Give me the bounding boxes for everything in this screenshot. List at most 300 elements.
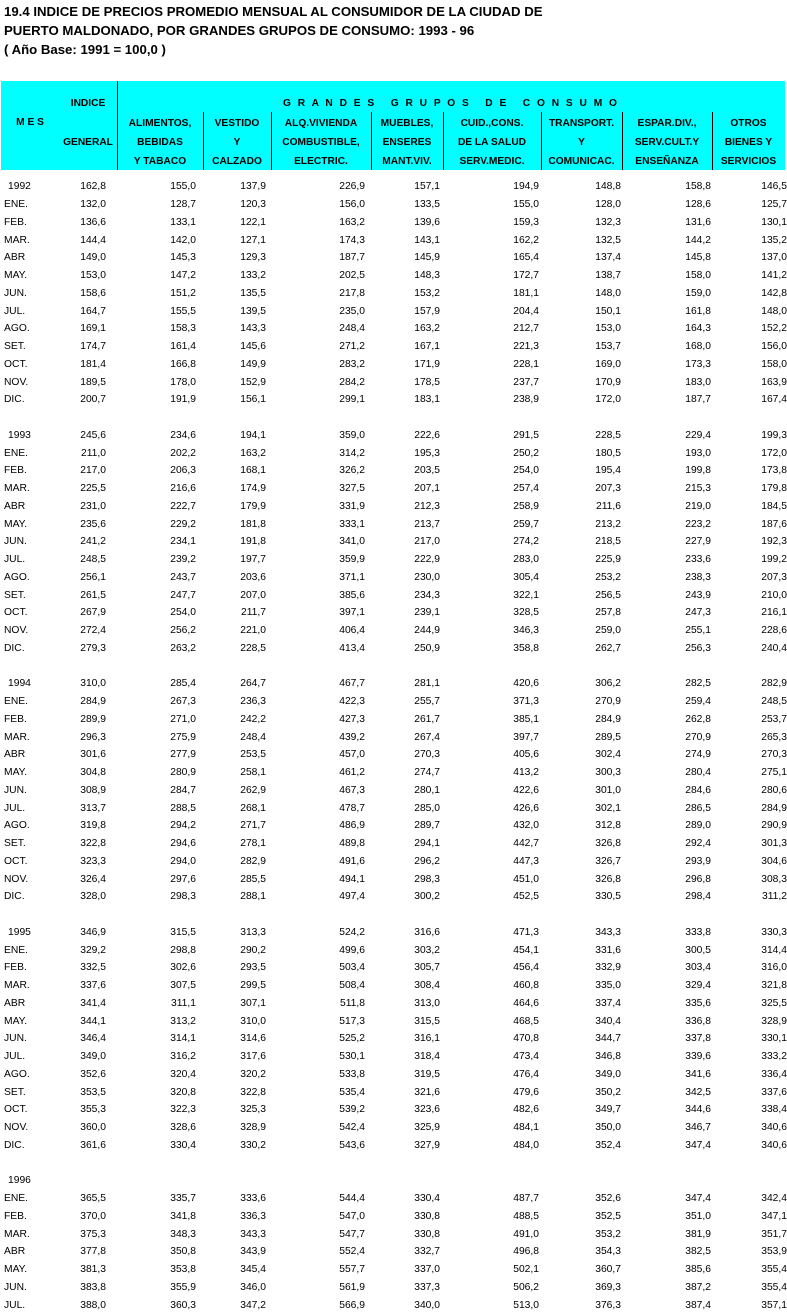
group-value-cell: 178,5 (414, 376, 440, 388)
group-value-cell: 145,9 (414, 252, 440, 264)
group-value-cell: 167,1 (414, 341, 440, 353)
group-value-cell: 285,0 (414, 802, 440, 814)
indice-general-cell: 200,7 (80, 394, 106, 406)
header-group-line3: SERV.MEDIC. (459, 156, 525, 167)
indice-general-cell: 310,0 (80, 678, 106, 690)
group-value-cell: 302,4 (595, 749, 621, 761)
header-group-line1: OTROS (730, 118, 767, 129)
group-value-cell: 265,3 (761, 731, 787, 743)
group-value-cell: 323,6 (414, 1104, 440, 1116)
group-value-cell: 261,7 (414, 713, 440, 725)
mes-cell: DIC. (4, 1139, 25, 1151)
header-group-muebles (371, 112, 443, 170)
group-value-cell: 181,8 (240, 518, 266, 530)
group-value-cell: 222,9 (414, 554, 440, 566)
mes-cell: 1994 (8, 678, 31, 690)
table-row (0, 728, 787, 746)
group-value-cell: 280,6 (761, 784, 787, 796)
group-value-cell: 325,9 (414, 1122, 440, 1134)
group-value-cell: 353,8 (170, 1264, 196, 1276)
group-value-cell: 282,5 (685, 678, 711, 690)
group-value-cell: 207,1 (414, 483, 440, 495)
group-value-cell: 330,3 (761, 926, 787, 938)
mes-cell: OCT. (4, 358, 28, 370)
group-value-cell: 513,0 (513, 1299, 539, 1311)
group-value-cell: 328,6 (170, 1122, 196, 1134)
table-row (0, 835, 787, 853)
indice-general-cell: 174,7 (80, 341, 106, 353)
group-value-cell: 491,6 (339, 855, 365, 867)
group-value-cell: 387,2 (685, 1281, 711, 1293)
indice-general-cell: 261,5 (80, 589, 106, 601)
group-value-cell: 454,1 (513, 944, 539, 956)
group-value-cell: 170,9 (595, 376, 621, 388)
mes-cell: DIC. (4, 642, 25, 654)
group-value-cell: 183,0 (685, 376, 711, 388)
group-value-cell: 184,5 (761, 500, 787, 512)
header-grandes-label: G R A N D E S G R U P O S D E C O N S U M O (283, 98, 619, 109)
group-value-cell: 544,4 (339, 1193, 365, 1205)
mes-cell: JUL. (4, 554, 26, 566)
group-value-cell: 120,3 (240, 199, 266, 211)
group-value-cell: 155,5 (170, 305, 196, 317)
header-group-line2: ENSERES (382, 137, 432, 148)
group-value-cell: 271,7 (240, 820, 266, 832)
group-value-cell: 397,1 (339, 607, 365, 619)
header-group-line1: TRANSPORT. (548, 118, 615, 129)
group-value-cell: 333,1 (339, 518, 365, 530)
group-value-cell: 284,2 (339, 376, 365, 388)
group-value-cell: 333,2 (761, 1051, 787, 1063)
group-value-cell: 325,5 (761, 997, 787, 1009)
mes-cell: MAR. (4, 234, 30, 246)
group-value-cell: 343,3 (240, 1228, 266, 1240)
mes-cell: NOV. (4, 873, 29, 885)
group-value-cell: 234,6 (170, 429, 196, 441)
group-value-cell: 258,9 (513, 500, 539, 512)
group-value-cell: 337,3 (414, 1281, 440, 1293)
group-value-cell: 145,3 (170, 252, 196, 264)
group-value-cell: 282,9 (761, 678, 787, 690)
group-value-cell: 376,3 (595, 1299, 621, 1311)
group-value-cell: 282,9 (240, 855, 266, 867)
group-value-cell: 145,6 (240, 341, 266, 353)
group-value-cell: 468,5 (513, 1015, 539, 1027)
mes-cell: MAR. (4, 980, 30, 992)
group-value-cell (440, 1172, 539, 1190)
group-value-cell: 171,9 (414, 358, 440, 370)
group-value-cell: 221,3 (513, 341, 539, 353)
group-value-cell: 464,6 (513, 997, 539, 1009)
header-divider (622, 112, 623, 170)
mes-cell: ABR (4, 997, 26, 1009)
group-value-cell: 211,6 (595, 500, 621, 512)
group-value-cell: 148,3 (414, 270, 440, 282)
group-value-cell: 234,1 (170, 536, 196, 548)
mes-cell: AGO. (4, 1068, 30, 1080)
group-value-cell: 312,8 (595, 820, 621, 832)
header-divider (443, 112, 444, 170)
mes-cell: DIC. (4, 891, 25, 903)
mes-cell: AGO. (4, 571, 30, 583)
group-value-cell: 321,8 (761, 980, 787, 992)
group-value-cell: 301,0 (595, 784, 621, 796)
title-line-2: PUERTO MALDONADO, POR GRANDES GRUPOS DE CONSUMO: 1993 - 96 (4, 23, 475, 38)
indice-general-cell: 322,8 (80, 838, 106, 850)
indice-general-cell: 346,9 (80, 926, 106, 938)
group-value-cell: 152,2 (761, 323, 787, 335)
group-value-cell: 413,4 (339, 642, 365, 654)
group-value-cell: 298,3 (170, 891, 196, 903)
group-value-cell: 330,4 (414, 1193, 440, 1205)
group-value-cell: 139,6 (414, 216, 440, 228)
mes-cell: SET. (4, 341, 26, 353)
group-value-cell: 270,3 (761, 749, 787, 761)
group-value-cell: 314,1 (170, 1033, 196, 1045)
group-value-cell: 222,6 (414, 429, 440, 441)
group-value-cell: 259,7 (513, 518, 539, 530)
group-value-cell: 330,4 (170, 1139, 196, 1151)
group-value-cell: 193,0 (685, 447, 711, 459)
group-value-cell: 192,3 (761, 536, 787, 548)
group-value-cell: 284,9 (595, 713, 621, 725)
indice-general-cell: 189,5 (80, 376, 106, 388)
group-value-cell: 460,8 (513, 980, 539, 992)
mes-cell: 1992 (8, 181, 31, 193)
group-value-cell: 213,7 (414, 518, 440, 530)
blank-cell (0, 657, 787, 675)
mes-cell: JUN. (4, 784, 27, 796)
table-row (0, 746, 787, 764)
group-value-cell: 303,4 (685, 962, 711, 974)
group-value-cell: 508,4 (339, 980, 365, 992)
group-value-cell: 132,5 (595, 234, 621, 246)
group-value-cell: 228,5 (240, 642, 266, 654)
group-value-cell: 215,3 (685, 483, 711, 495)
title-block (4, 2, 543, 59)
table-row (0, 249, 787, 267)
group-value-cell: 284,6 (685, 784, 711, 796)
group-value-cell: 153,2 (414, 287, 440, 299)
group-value-cell: 223,2 (685, 518, 711, 530)
group-value-cell: 308,4 (414, 980, 440, 992)
group-value-cell: 467,3 (339, 784, 365, 796)
header-grandes-grupos (117, 81, 785, 112)
group-value-cell: 179,8 (761, 483, 787, 495)
group-value-cell: 174,9 (240, 483, 266, 495)
group-value-cell: 333,8 (685, 926, 711, 938)
group-value-cell: 213,2 (595, 518, 621, 530)
group-value-cell: 286,5 (685, 802, 711, 814)
group-value-cell: 298,3 (414, 873, 440, 885)
group-value-cell: 203,6 (240, 571, 266, 583)
table-row (0, 1208, 787, 1226)
group-value-cell (266, 1172, 365, 1190)
group-value-cell: 187,7 (685, 394, 711, 406)
table-row (0, 1012, 787, 1030)
group-value-cell: 228,5 (595, 429, 621, 441)
group-value-cell: 432,0 (513, 820, 539, 832)
group-value-cell: 320,4 (170, 1068, 196, 1080)
header-mes-label: M E S (16, 117, 44, 128)
group-value-cell: 294,2 (170, 820, 196, 832)
header-group-line1: ESPAR.DIV., (637, 118, 697, 129)
group-value-cell: 133,2 (240, 270, 266, 282)
group-value-cell: 211,7 (240, 607, 266, 619)
group-value-cell: 158,0 (761, 358, 787, 370)
mes-cell: OCT. (4, 607, 28, 619)
group-value-cell: 278,1 (240, 838, 266, 850)
indice-general-cell: 377,8 (80, 1246, 106, 1258)
group-value-cell: 302,1 (595, 802, 621, 814)
group-value-cell: 247,3 (685, 607, 711, 619)
mes-cell: MAR. (4, 1228, 30, 1240)
mes-cell: NOV. (4, 625, 29, 637)
group-value-cell: 320,2 (240, 1068, 266, 1080)
group-value-cell: 427,3 (339, 713, 365, 725)
group-value-cell: 298,4 (685, 891, 711, 903)
indice-general-cell: 313,7 (80, 802, 106, 814)
group-value-cell: 216,1 (761, 607, 787, 619)
indice-general-cell: 346,4 (80, 1033, 106, 1045)
group-value-cell: 172,7 (513, 270, 539, 282)
group-value-cell: 155,0 (170, 181, 196, 193)
group-value-cell: 371,1 (339, 571, 365, 583)
group-value-cell: 476,4 (513, 1068, 539, 1080)
group-value-cell: 318,4 (414, 1051, 440, 1063)
mes-cell: FEB. (4, 962, 27, 974)
group-value-cell: 561,9 (339, 1281, 365, 1293)
group-value-cell: 172,0 (595, 394, 621, 406)
group-value-cell: 128,6 (685, 199, 711, 211)
group-value-cell: 212,3 (414, 500, 440, 512)
group-value-cell: 346,3 (513, 625, 539, 637)
group-value-cell: 139,5 (240, 305, 266, 317)
group-value-cell: 442,7 (513, 838, 539, 850)
group-value-cell: 138,7 (595, 270, 621, 282)
group-value-cell: 156,0 (339, 199, 365, 211)
indice-general-cell: 256,1 (80, 571, 106, 583)
indice-general-cell: 308,9 (80, 784, 106, 796)
group-value-cell: 543,6 (339, 1139, 365, 1151)
group-value-cell: 250,9 (414, 642, 440, 654)
group-value-cell: 333,6 (240, 1193, 266, 1205)
group-value-cell: 270,9 (685, 731, 711, 743)
indice-general-cell: 383,8 (80, 1281, 106, 1293)
group-value-cell: 255,1 (685, 625, 711, 637)
group-value-cell: 275,1 (761, 767, 787, 779)
group-value-cell: 304,6 (761, 855, 787, 867)
group-value-cell: 316,1 (414, 1033, 440, 1045)
group-value-cell: 316,0 (761, 962, 787, 974)
group-value-cell: 305,7 (414, 962, 440, 974)
group-value-cell: 248,4 (339, 323, 365, 335)
group-value-cell: 313,3 (240, 926, 266, 938)
group-value-cell: 457,0 (339, 749, 365, 761)
group-value-cell: 148,8 (595, 181, 621, 193)
header-group-line2: DE LA SALUD (457, 137, 527, 148)
table-row (0, 1137, 787, 1155)
header-group-line2: SERV.CULT.Y (634, 137, 700, 148)
group-value-cell: 229,2 (170, 518, 196, 530)
header-mes (1, 81, 59, 170)
mes-cell: ENE. (4, 696, 29, 708)
group-value-cell: 137,9 (240, 181, 266, 193)
group-value-cell: 354,3 (595, 1246, 621, 1258)
group-value-cell: 467,7 (339, 678, 365, 690)
blank-cell (0, 1154, 787, 1172)
group-value-cell: 229,4 (685, 429, 711, 441)
group-value-cell: 159,0 (685, 287, 711, 299)
header-group-vestido (203, 112, 271, 170)
indice-general-cell: 169,1 (80, 323, 106, 335)
mes-cell: SET. (4, 589, 26, 601)
group-value-cell: 447,3 (513, 855, 539, 867)
group-value-cell: 202,2 (170, 447, 196, 459)
group-value-cell: 143,1 (414, 234, 440, 246)
header-divider (712, 112, 713, 170)
group-value-cell: 163,9 (761, 376, 787, 388)
group-value-cell: 222,7 (170, 500, 196, 512)
mes-cell: 1995 (8, 926, 31, 938)
group-value-cell: 163,2 (414, 323, 440, 335)
group-value-cell: 479,6 (513, 1086, 539, 1098)
mes-cell: FEB. (4, 1210, 27, 1222)
group-value-cell: 203,5 (414, 465, 440, 477)
group-value-cell: 142,0 (170, 234, 196, 246)
table-row (0, 498, 787, 516)
indice-general-cell: 360,0 (80, 1122, 106, 1134)
indice-general-cell: 289,9 (80, 713, 106, 725)
group-value-cell: 350,0 (595, 1122, 621, 1134)
table-row (0, 480, 787, 498)
group-value-cell: 293,5 (240, 962, 266, 974)
group-value-cell: 315,5 (414, 1015, 440, 1027)
group-value-cell: 228,6 (761, 625, 787, 637)
table-row (0, 338, 787, 356)
group-value-cell: 169,0 (595, 358, 621, 370)
indice-general-cell: 388,0 (80, 1299, 106, 1311)
group-value-cell: 263,2 (170, 642, 196, 654)
group-value-cell: 355,4 (761, 1264, 787, 1276)
title-line-1: 19.4 INDICE DE PRECIOS PROMEDIO MENSUAL AL CONSUMIDOR DE LA CIUDAD DE (4, 4, 543, 19)
group-value-cell: 244,9 (414, 625, 440, 637)
group-value-cell: 259,0 (595, 625, 621, 637)
header-group-line2: Y (233, 137, 241, 148)
group-value-cell: 162,2 (513, 234, 539, 246)
header-indice-line2: GENERAL (63, 137, 113, 148)
group-value-cell: 348,3 (170, 1228, 196, 1240)
group-value-cell: 270,3 (414, 749, 440, 761)
group-value-cell: 258,1 (240, 767, 266, 779)
indice-general-cell: 158,6 (80, 287, 106, 299)
group-value-cell: 195,4 (595, 465, 621, 477)
group-value-cell: 342,4 (761, 1193, 787, 1205)
group-value-cell: 486,9 (339, 820, 365, 832)
header-group-salud (443, 112, 541, 170)
mes-cell: SET. (4, 1086, 26, 1098)
mes-cell: JUL. (4, 802, 26, 814)
group-value-cell: 330,8 (414, 1228, 440, 1240)
table-row (0, 285, 787, 303)
group-value-cell: 306,2 (595, 678, 621, 690)
group-value-cell: 253,2 (595, 571, 621, 583)
group-value-cell: 243,7 (170, 571, 196, 583)
group-value-cell: 285,4 (170, 678, 196, 690)
table-row (0, 1243, 787, 1261)
group-value-cell: 206,3 (170, 465, 196, 477)
group-value-cell: 283,2 (339, 358, 365, 370)
group-value-cell: 267,3 (170, 696, 196, 708)
indice-general-cell (58, 1172, 106, 1190)
group-value-cell: 300,5 (685, 944, 711, 956)
table-row (0, 444, 787, 462)
table-row (0, 391, 787, 409)
table-row (0, 622, 787, 640)
group-value-cell: 349,7 (595, 1104, 621, 1116)
table-row (0, 711, 787, 729)
indice-general-cell: 381,3 (80, 1264, 106, 1276)
table-row (0, 196, 787, 214)
group-value-cell: 346,0 (240, 1281, 266, 1293)
group-value-cell: 288,1 (240, 891, 266, 903)
group-value-cell: 293,9 (685, 855, 711, 867)
group-value-cell: 329,4 (685, 980, 711, 992)
mes-cell: FEB. (4, 713, 27, 725)
group-value-cell: 133,1 (170, 216, 196, 228)
group-value-cell: 294,1 (414, 838, 440, 850)
group-value-cell: 311,1 (170, 997, 196, 1009)
group-value-cell: 161,4 (170, 341, 196, 353)
group-value-cell: 158,8 (685, 181, 711, 193)
group-value-cell: 316,2 (170, 1051, 196, 1063)
indice-general-cell: 272,4 (80, 625, 106, 637)
data-table (0, 178, 787, 1314)
group-value-cell: 506,2 (513, 1281, 539, 1293)
group-value-cell: 525,2 (339, 1033, 365, 1045)
mes-cell: SET. (4, 838, 26, 850)
indice-general-cell: 162,8 (80, 181, 106, 193)
indice-general-cell: 245,6 (80, 429, 106, 441)
group-value-cell: 471,3 (513, 926, 539, 938)
indice-general-cell: 211,0 (80, 447, 106, 459)
group-value-cell: 397,7 (513, 731, 539, 743)
table-row (0, 870, 787, 888)
mes-cell: ABR (4, 500, 26, 512)
table-row (0, 977, 787, 995)
indice-general-cell: 344,1 (80, 1015, 106, 1027)
group-value-cell: 135,2 (761, 234, 787, 246)
group-value-cell: 150,1 (595, 305, 621, 317)
group-value-cell: 343,3 (595, 926, 621, 938)
group-value-cell: 484,0 (513, 1139, 539, 1151)
group-value-cell: 284,9 (761, 802, 787, 814)
group-value-cell: 350,2 (595, 1086, 621, 1098)
group-value-cell: 387,4 (685, 1299, 711, 1311)
group-value-cell: 335,6 (685, 997, 711, 1009)
table-row (0, 640, 787, 658)
group-value-cell: 235,0 (339, 305, 365, 317)
group-value-cell: 218,5 (595, 536, 621, 548)
table-row (0, 888, 787, 906)
group-value-cell: 347,4 (685, 1193, 711, 1205)
year-row (0, 427, 787, 445)
group-value-cell: 302,6 (170, 962, 196, 974)
mes-cell: JUL. (4, 1051, 26, 1063)
table-row (0, 1296, 787, 1314)
group-value-cell: 473,4 (513, 1051, 539, 1063)
header-group-line3: CALZADO (212, 156, 262, 167)
